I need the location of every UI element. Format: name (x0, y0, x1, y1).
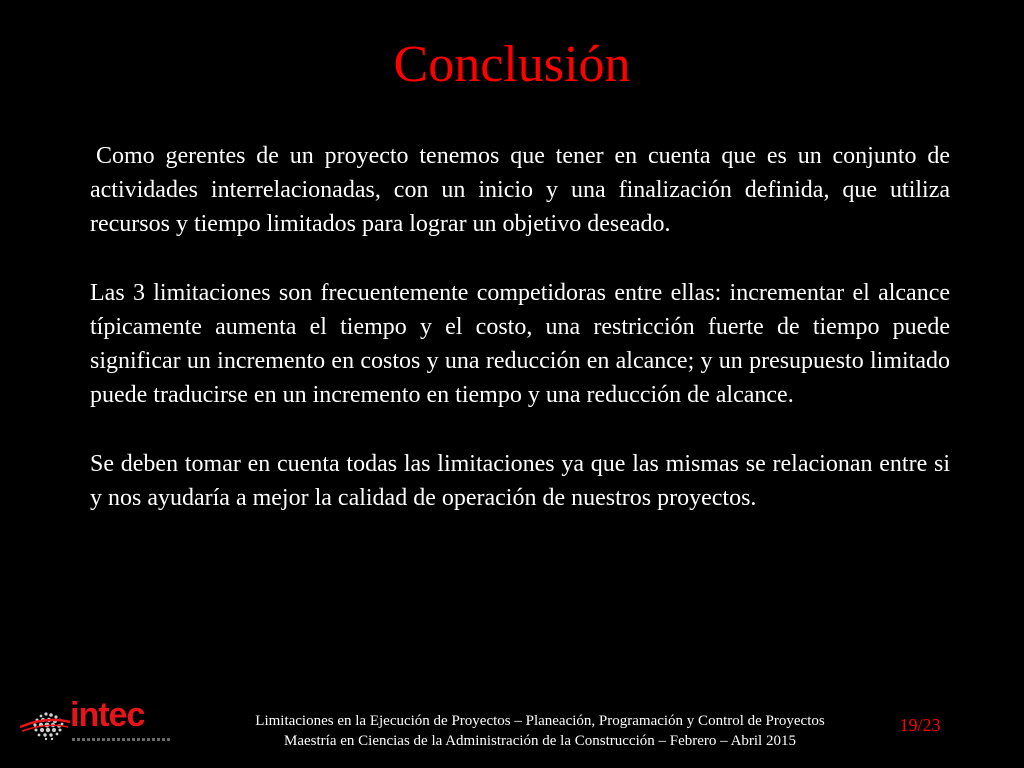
slide-body (90, 139, 950, 549)
slide-title: Conclusión (393, 36, 631, 93)
page-number: 19/23 (899, 715, 941, 735)
paragraph-1: Como gerentes de un proyecto tenemos que tener en cuenta que es un conjunto de actividades interrelacionadas, con un inicio y una finalización definida, que utiliza recursos y tiempo limitados para lograr un objetivo deseado. (90, 143, 950, 238)
intec-logo (16, 696, 166, 750)
logo-tagline-graphic (72, 738, 172, 741)
footer-line-2: Maestría en Ciencias de la Administración de la Construcción – Febrero – Abril 2015 (284, 733, 796, 749)
paragraph-2: Las 3 limitaciones son frecuentemente competidoras entre ellas: incrementar el alcance típicamente aumenta el tiempo y el costo, una restricción fuerte de tiempo puede significar un incremento en costos y una reducción en alcance; y un presupuesto limitado puede traducirse en un incremento en tiempo y una reducción de alcance. (90, 279, 950, 409)
footer-line-1: Limitaciones en la Ejecución de Proyectos – Planeación, Programación y Control de Proyectos (255, 713, 825, 729)
globe-dots-icon (16, 700, 72, 750)
slide-footer (200, 711, 880, 751)
logo-wordmark: intec (70, 696, 145, 734)
paragraph-3: Se deben tomar en cuenta todas las limitaciones ya que las mismas se relacionan entre si y nos ayudaría a mejor la calidad de operación de nuestros proyectos. (90, 450, 950, 511)
